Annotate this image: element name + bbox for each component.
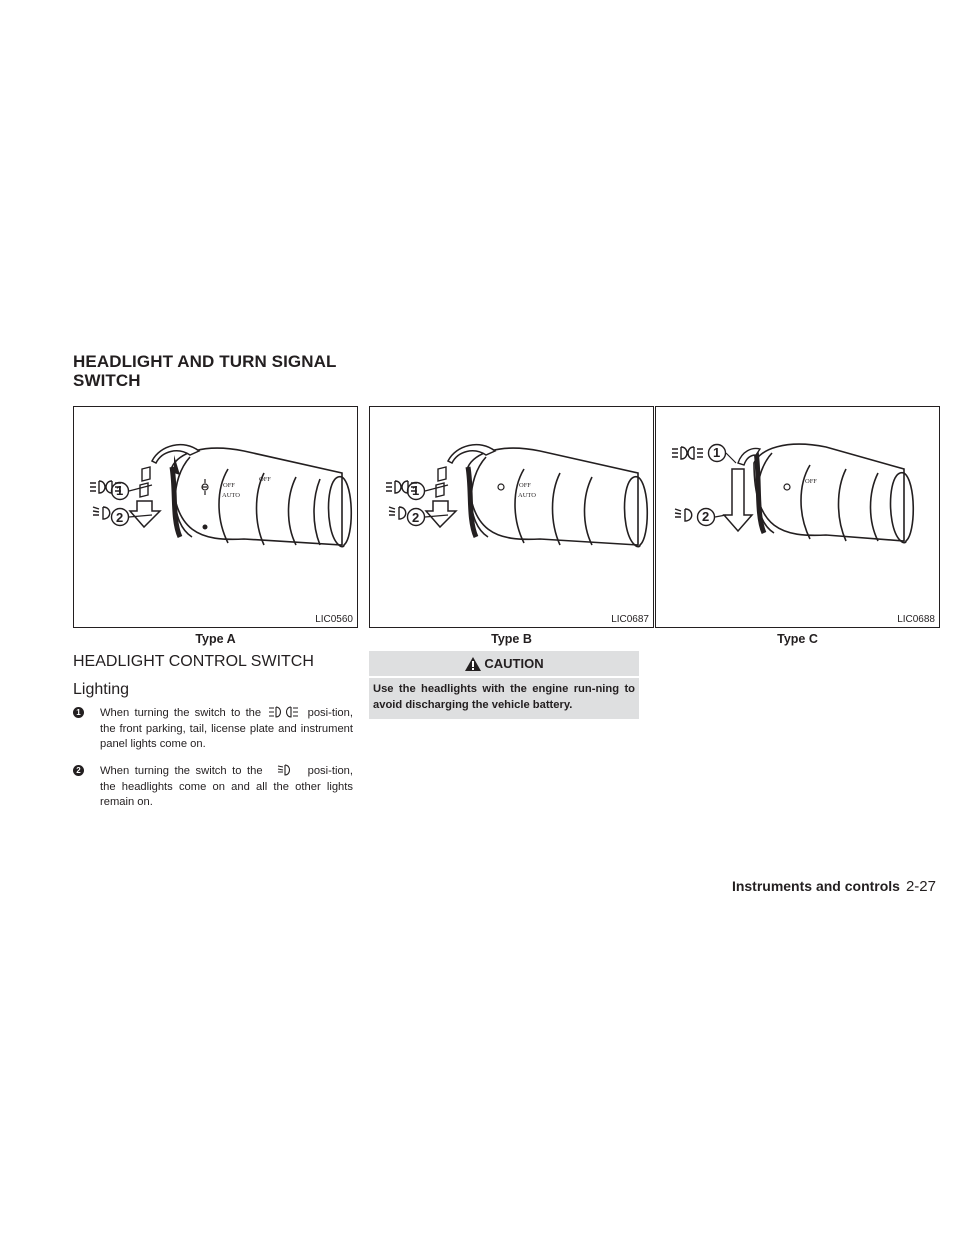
label-off: OFF <box>519 482 531 489</box>
item-number: 1 <box>73 707 84 718</box>
chapter-name: Instruments and controls <box>731 878 900 894</box>
section-title-line-1: HEADLIGHT AND TURN SIGNAL <box>73 352 337 371</box>
caution-header <box>369 651 639 678</box>
item-text-after: posi-tion, the front parking, tail, license plate and instrument panel lights come on. <box>100 707 353 750</box>
figure-code: LIC0687 <box>611 614 649 625</box>
label-auto: AUTO <box>518 492 536 499</box>
figure-type-a <box>73 406 358 628</box>
label-off: OFF <box>805 478 817 485</box>
label-off: OFF <box>223 482 235 489</box>
figure-caption-type-b: Type B <box>491 632 532 646</box>
list-item <box>73 764 353 811</box>
position-label-2: 2 <box>412 510 420 525</box>
figure-code: LIC0688 <box>897 614 935 625</box>
figure-caption-type-c: Type C <box>777 632 818 646</box>
position-label-1: 1 <box>116 483 124 498</box>
item-text-before: When turning the switch to the <box>100 707 262 719</box>
figure-caption-type-a: Type A <box>195 632 236 646</box>
heading-headlight-control-switch: HEADLIGHT CONTROL SWITCH <box>73 653 314 670</box>
position-label-1: 1 <box>412 483 420 498</box>
caution-text: Use the headlights with the engine run-ning to avoid discharging the vehicle battery. <box>373 683 635 711</box>
parking-lights-icon <box>268 706 300 718</box>
position-label-2: 2 <box>702 509 710 524</box>
figure-code: LIC0560 <box>315 614 353 625</box>
section-title-line-2: SWITCH <box>73 371 141 390</box>
caution-box <box>369 651 639 719</box>
switch-illustration-type-c <box>656 407 939 627</box>
item-number: 2 <box>73 765 84 776</box>
switch-illustration-type-b <box>370 407 653 627</box>
switch-illustration-type-a <box>74 407 357 627</box>
label-off-fog: OFF <box>259 476 271 483</box>
section-title <box>73 352 336 390</box>
position-label-2: 2 <box>116 510 124 525</box>
page-footer <box>732 877 936 896</box>
position-label-1: 1 <box>713 445 721 460</box>
list-item <box>73 706 353 753</box>
subheading-lighting: Lighting <box>73 681 130 698</box>
figure-type-b <box>369 406 654 628</box>
item-text-after: posi-tion, the headlights come on and all the other lights remain on. <box>100 765 354 808</box>
label-auto: AUTO <box>222 492 240 499</box>
item-text-before: When turning the switch to the <box>100 765 263 777</box>
figure-type-c <box>655 406 940 628</box>
caution-title: CAUTION <box>484 656 544 671</box>
headlight-icon <box>270 764 300 776</box>
warning-triangle-icon <box>464 656 482 672</box>
page-number: 2-27 <box>905 878 936 895</box>
